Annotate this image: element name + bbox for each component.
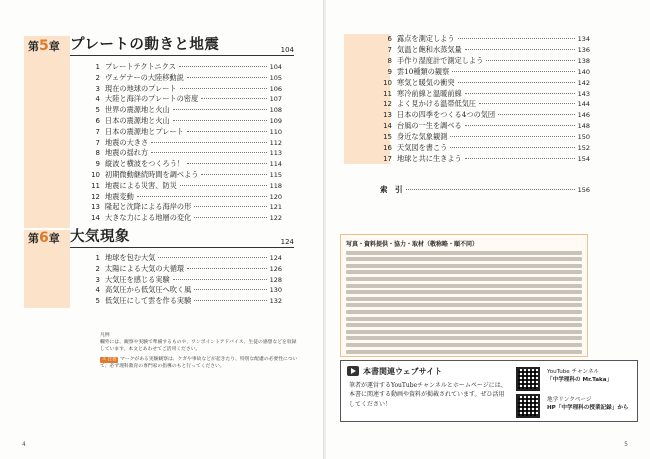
toc-entry-number: 3: [95, 275, 100, 284]
toc-leader: [450, 136, 574, 137]
toc-entry-title: 手作り湿度計で測定しよう: [397, 55, 484, 65]
chapter-5-tab: [24, 36, 70, 228]
toc-entry-page: 105: [269, 73, 282, 82]
geo-links-qr-label: 地学リンクページ HP「中学理科の授業記録」から: [547, 397, 629, 412]
credits-text-line: [346, 297, 582, 301]
chapter-5-page: 104: [280, 46, 294, 54]
toc-entry-number: 6: [95, 117, 100, 125]
toc-entry: [380, 143, 590, 154]
credits-title: 写真・資料提供・協力・取材（敬称略・順不同）: [346, 241, 479, 248]
toc-leader: [180, 88, 267, 89]
toc-entry-number: 4: [95, 95, 100, 104]
index-page: 156: [577, 186, 590, 194]
toc-entry-page: 152: [577, 144, 590, 152]
toc-entry: [88, 213, 282, 224]
toc-entry-number: 13: [383, 111, 392, 120]
credits-text-line: [346, 257, 582, 261]
toc-leader: [137, 196, 267, 197]
toc-entry-number: 4: [95, 286, 100, 295]
toc-leader: [194, 289, 266, 290]
toc-leader: [194, 206, 266, 207]
toc-entry-page: 121: [269, 203, 282, 212]
toc-entry-number: 5: [95, 297, 100, 306]
toc-entry: [88, 202, 282, 213]
toc-entry-number: 7: [387, 45, 392, 54]
toc-entry: [88, 296, 282, 307]
toc-entry-page: 150: [577, 133, 590, 142]
toc-entry-title: 地球と共に生きよう: [397, 153, 462, 163]
toc-leader: [465, 49, 575, 50]
toc-entry-title: 現在の地球のプレート: [105, 83, 177, 93]
website-box: [340, 360, 638, 422]
toc-leader: [201, 174, 266, 175]
toc-entry-page: 154: [577, 154, 590, 163]
toc-entry-number: 11: [383, 89, 392, 98]
toc-entry-page: 109: [269, 117, 282, 125]
left-page: [0, 0, 324, 459]
toc-entry: [88, 94, 282, 105]
toc-entry-title: ヴェゲナーの大陸移動説: [105, 72, 184, 82]
toc-entry: [380, 56, 590, 67]
caution-badge: ⚠ 注意: [102, 356, 117, 362]
toc-entry-page: 122: [269, 214, 282, 223]
chapter-5-heading: [24, 34, 294, 54]
youtube-qr-code[interactable]: [516, 367, 540, 391]
toc-entry-title: 高気圧から低気圧へ吹く風: [105, 285, 192, 295]
toc-entry-number: 17: [383, 154, 392, 163]
toc-leader: [479, 103, 575, 104]
credits-text-line: [346, 264, 582, 268]
toc-entry: [88, 253, 282, 264]
toc-entry-number: 14: [383, 122, 392, 131]
toc-entry: [380, 34, 590, 45]
right-folio: 5: [624, 441, 628, 448]
chapter-5-title: プレートの動きと地震: [70, 36, 220, 53]
toc-entry-title: 地震による災害、防災: [105, 180, 177, 190]
toc-leader: [173, 109, 267, 110]
credits-text-line: [346, 270, 582, 274]
toc-entry: [88, 62, 282, 73]
toc-entry-page: 114: [269, 160, 282, 169]
toc-entry-title: 雲10種類の観察: [397, 66, 450, 76]
toc-leader: [187, 131, 267, 132]
toc-entry-page: 144: [577, 100, 590, 109]
website-description: 筆者が運営するYouTubeチャンネルとホームページには、本書に関連する動画や資料が掲載されています。ぜひ活用してください！: [349, 382, 507, 408]
credits-text: [346, 251, 582, 357]
credits-box: [340, 234, 588, 357]
toc-entry-number: 7: [95, 138, 100, 147]
toc-entry-number: 7: [95, 127, 100, 136]
toc-entry-title: 地球を包む大気: [105, 253, 156, 262]
toc-entry: [88, 159, 282, 170]
credits-text-line: [346, 310, 582, 314]
toc-entry-page: 108: [269, 106, 282, 115]
toc-entry-number: 13: [91, 203, 100, 212]
toc-leader: [151, 142, 266, 143]
toc-entry-title: 縦波と横波をつくろう！: [105, 159, 185, 169]
youtube-icon: [347, 366, 359, 376]
credits-text-line: [346, 343, 582, 347]
toc-entry-page: 124: [269, 254, 282, 262]
credits-text-line: [346, 277, 582, 281]
toc-entry: [380, 99, 590, 110]
toc-entry-title: 大気圧を感じる実験: [105, 274, 170, 284]
toc-leader: [201, 98, 266, 99]
toc-entry-title: 台風の一生を調べる: [397, 121, 462, 131]
toc-entry-page: 140: [577, 67, 590, 76]
toc-entry-title: 初期微動継続時間を調べよう: [105, 170, 199, 179]
toc-entry-number: 10: [383, 78, 392, 87]
credits-text-line: [346, 290, 582, 294]
legend-heading: 凡例: [100, 333, 110, 338]
toc-entry-title: 気温と飽和水蒸気量: [397, 44, 462, 54]
chapter-6-heading: [24, 226, 294, 246]
toc-entry-number: 8: [95, 149, 100, 158]
toc-entry: [88, 84, 282, 95]
toc-entry-title: 日本の震源地とプレート: [105, 126, 184, 136]
toc-entry-title: 天気図を書こう: [397, 143, 448, 152]
toc-entry: [380, 154, 590, 165]
toc-entry-page: 134: [577, 35, 590, 43]
legend-text-1: 欄外には、観察や実験で準備するものや、ワンポイントアドバイス、生徒の感想などを収録しています。本文とあわせてご活用ください。: [100, 339, 297, 352]
toc-leader: [187, 268, 267, 269]
credits-text-line: [346, 303, 582, 307]
toc-entry-title: 日本の震源地と火山: [105, 116, 170, 125]
toc-entry-title: よく見かける温帯低気圧: [397, 99, 477, 109]
toc-entry-page: 132: [269, 297, 282, 306]
toc-entry-title: 寒冷前線と温暖前線: [397, 88, 462, 98]
toc-entry: [88, 127, 282, 138]
toc-leader: [450, 147, 574, 148]
toc-entry-number: 11: [91, 181, 100, 190]
toc-entry-title: 身近な気象観測: [397, 132, 448, 142]
toc-entry-number: 12: [91, 192, 100, 201]
toc-entry: [380, 89, 590, 100]
index-entry: [380, 184, 590, 195]
toc-entry-title: 地震の揺れ方: [105, 148, 149, 158]
chapter-6-label: 第6章: [28, 230, 60, 246]
toc-entry: [88, 285, 282, 296]
toc-entry-number: 3: [95, 84, 100, 93]
toc-entry-number: 1: [95, 254, 100, 262]
toc-entry: [380, 110, 590, 121]
toc-leader: [194, 217, 266, 218]
chapter-5-label: 第5章: [28, 38, 60, 54]
toc-leader: [486, 60, 574, 61]
toc-entry-page: 115: [269, 171, 282, 179]
youtube-qr-label: YouTube チャンネル 「中学理科の Mr.Taka」: [547, 369, 613, 384]
toc-entry-title: 露点を測定しよう: [397, 34, 455, 43]
geo-links-qr-code[interactable]: [516, 394, 540, 418]
toc-entry-title: 寒気と暖気の衝突: [397, 77, 455, 87]
toc-leader: [465, 125, 575, 126]
credits-text-line: [346, 356, 582, 357]
toc-entry-title: 地震変動: [105, 191, 134, 201]
toc-entry-number: 16: [383, 144, 392, 152]
toc-entry-page: 106: [269, 84, 282, 93]
chapter-6-page: 124: [280, 238, 294, 246]
toc-entry-page: 146: [577, 111, 590, 120]
toc-entry-title: 大きな力による地層の変化: [105, 213, 192, 223]
toc-entry: [380, 121, 590, 132]
toc-entry: [88, 138, 282, 149]
toc-entry: [88, 181, 282, 192]
left-folio: 4: [22, 441, 26, 448]
toc-leader: [173, 279, 267, 280]
credits-text-line: [346, 251, 582, 255]
toc-entry-number: 1: [95, 63, 100, 71]
toc-entry-page: 112: [269, 138, 282, 147]
toc-entry: [380, 67, 590, 78]
toc-entry-page: 138: [577, 56, 590, 65]
chapter-6-rule: [70, 247, 294, 248]
toc-entry-title: 低気圧にして雲を作る実験: [105, 296, 192, 306]
index-title: 索 引: [380, 185, 403, 194]
toc-entry-page: 128: [269, 275, 282, 284]
toc-entry: [88, 73, 282, 84]
toc-entry-page: 136: [577, 45, 590, 54]
toc-entry-number: 9: [387, 67, 392, 76]
toc-leader: [187, 163, 267, 164]
toc-entry-number: 2: [95, 73, 100, 82]
toc-entry-page: 148: [577, 122, 590, 131]
toc-entry-title: 日本の四季をつくる4つの気団: [397, 110, 496, 120]
toc-leader: [452, 71, 574, 72]
toc-leader: [465, 158, 575, 159]
toc-leader: [187, 77, 267, 78]
toc-entry-number: 14: [91, 214, 100, 223]
toc-entry-number: 15: [383, 133, 392, 142]
toc-entry-number: 12: [383, 100, 392, 109]
credits-text-line: [346, 350, 582, 354]
toc-entry-title: 隆起と沈降による海岸の形: [105, 202, 192, 212]
toc-leader: [458, 38, 575, 39]
chapter-5-rule: [70, 55, 294, 56]
toc-entry-page: 130: [269, 286, 282, 295]
toc-entry: [88, 170, 282, 181]
toc-leader: [498, 114, 575, 115]
toc-entry: [88, 264, 282, 275]
toc-entry: [380, 45, 590, 56]
toc-entry-page: 107: [269, 95, 282, 104]
toc-leader: [194, 300, 266, 301]
toc-entry-number: 9: [95, 160, 100, 169]
credits-text-line: [346, 336, 582, 340]
toc-leader: [180, 185, 267, 186]
toc-entry-number: 2: [95, 264, 100, 273]
toc-entry-page: 110: [269, 127, 282, 136]
credits-text-line: [346, 323, 582, 327]
toc-entry: [88, 105, 282, 116]
toc-entry-page: 113: [269, 149, 282, 158]
toc-entry-title: プレートテクトニクス: [105, 62, 176, 71]
credits-text-line: [346, 284, 582, 288]
toc-leader: [179, 66, 267, 67]
credits-text-line: [346, 317, 582, 321]
toc-leader: [465, 93, 575, 94]
toc-entry-page: 142: [577, 78, 590, 87]
toc-entry-title: 世界の震源地と火山: [105, 105, 170, 115]
chapter-6-title: 大気現象: [70, 228, 130, 245]
website-title: 本書関連ウェブサイト: [363, 367, 443, 376]
toc-entry-page: 120: [269, 192, 282, 201]
toc-leader: [458, 82, 575, 83]
toc-entry: [88, 116, 282, 127]
toc-entry-number: 6: [387, 35, 392, 43]
toc-entry-page: 143: [577, 89, 590, 98]
toc-entry: [380, 132, 590, 143]
toc-entry-title: 太陽による大気の大循環: [105, 263, 185, 273]
toc-entry-title: 地震の大きさ: [105, 137, 149, 147]
toc-entry-page: 118: [269, 181, 282, 190]
toc-leader: [158, 257, 266, 258]
toc-entry: [88, 275, 282, 286]
toc-leader: [151, 152, 266, 153]
legend-text-2: マークがある実験観察は、ケガや事故などが起きたり、特別な配慮の必要性について、必ず理科教育の専門家の指導のもと行ってください。: [100, 356, 298, 369]
credits-text-line: [346, 330, 582, 334]
toc-entry-number: 8: [387, 56, 392, 65]
toc-entry-title: 大陸と海洋のプレートの密度: [105, 94, 199, 104]
toc-entry: [88, 148, 282, 159]
toc-leader: [173, 120, 267, 121]
toc-entry: [380, 78, 590, 89]
toc-entry-number: 10: [91, 171, 100, 179]
index-leader: [406, 189, 575, 190]
toc-entry-page: 126: [269, 264, 282, 273]
right-page: [326, 0, 650, 459]
toc-entry-page: 104: [269, 63, 282, 71]
toc-entry-number: 5: [95, 106, 100, 115]
toc-entry: [88, 192, 282, 203]
legend-footnote: [100, 333, 300, 371]
